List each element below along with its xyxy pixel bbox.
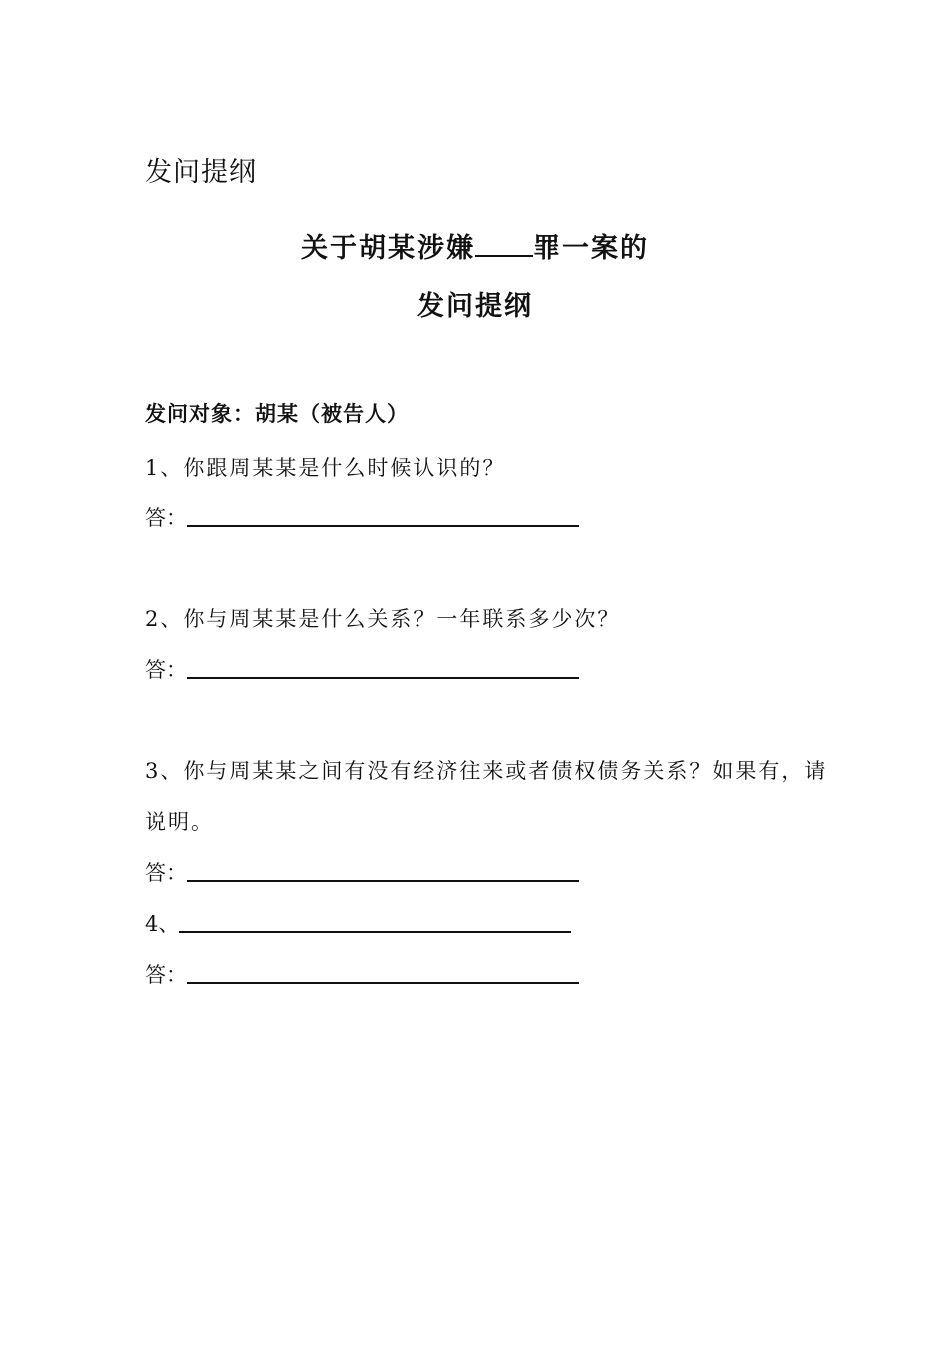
answer-label: 答：	[145, 506, 187, 530]
answer-label: 答：	[145, 963, 187, 987]
answer-row-3	[145, 857, 579, 887]
answer-blank-4	[187, 981, 579, 984]
question-4-blank	[179, 930, 571, 933]
question-3-line2: 说明。	[145, 810, 214, 834]
answer-label: 答：	[145, 861, 187, 885]
document-label: 发问提纲	[145, 157, 257, 188]
answer-blank-3	[187, 879, 579, 882]
answer-blank-2	[187, 676, 579, 679]
question-1: 1、你跟周某某是什么时候认识的？	[145, 456, 506, 480]
document-title-line1	[0, 226, 950, 265]
answer-row-1	[145, 502, 579, 532]
question-4	[145, 908, 571, 938]
answer-row-2	[145, 654, 579, 684]
answer-label: 答：	[145, 658, 187, 682]
answer-row-4	[145, 959, 579, 989]
title-text-before: 关于胡某涉嫌	[301, 233, 475, 264]
question-3-line1: 3、你与周某某之间有没有经济往来或者债权债务关系？如果有，请	[145, 759, 828, 783]
question-2: 2、你与周某某是什么关系？一年联系多少次？	[145, 607, 621, 631]
answer-blank-1	[187, 524, 579, 527]
title-blank	[475, 233, 533, 257]
question-4-number: 4、	[145, 912, 180, 936]
title-text-after: 罪一案的	[533, 233, 649, 264]
subject-line: 发问对象：胡某（被告人）	[145, 402, 409, 426]
document-title-line2: 发问提纲	[417, 291, 533, 322]
